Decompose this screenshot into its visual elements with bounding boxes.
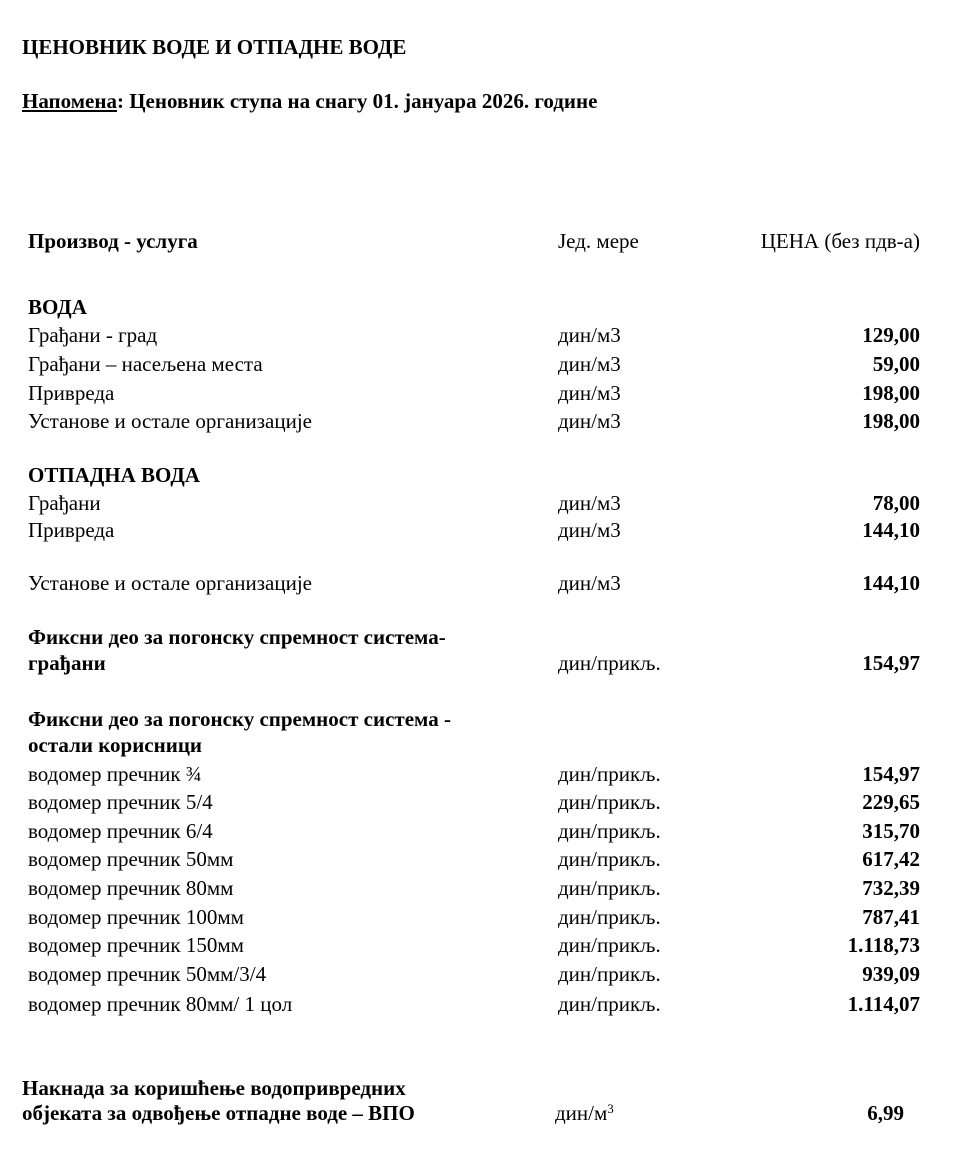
header-unit: Јед. мере <box>558 229 639 253</box>
section-heading-wastewater: ОТПАДНА ВОДА <box>28 463 200 487</box>
row-name: водомер пречник ¾ <box>28 762 202 786</box>
note-text: : Ценовник ступа на снагу 01. јануара 2026. године <box>116 89 598 113</box>
row-unit: дин/прикљ. <box>558 819 661 843</box>
row-name: Грађани – насељена места <box>28 352 263 376</box>
row-name: Грађани <box>28 491 101 515</box>
row-name: водомер пречник 80мм/ 1 цол <box>28 992 293 1016</box>
note-label: Напомена <box>22 89 117 113</box>
row-unit: дин/м3 <box>558 381 621 405</box>
row-price: 617,42 <box>862 847 920 871</box>
row-unit: дин/прикљ. <box>558 762 661 786</box>
row-name: Привреда <box>28 381 115 405</box>
row-name: Установе и остале организације <box>28 571 313 595</box>
row-price: 144,10 <box>862 518 920 542</box>
fixed-others-heading-line1: Фиксни део за погонску спремност система - <box>28 707 451 731</box>
row-price: 787,41 <box>862 905 920 929</box>
row-price: 129,00 <box>862 323 920 347</box>
row-unit: дин/прикљ. <box>558 992 661 1016</box>
row-unit: дин/м3 <box>558 409 621 433</box>
row-unit: дин/м3 <box>558 323 621 347</box>
row-price: 78,00 <box>872 491 920 515</box>
vpo-unit-text: дин/м <box>555 1101 608 1125</box>
vpo-heading-line1: Накнада за коришћење водопривредних <box>22 1076 406 1100</box>
row-unit: дин/м3 <box>558 518 621 542</box>
fixed-citizens-heading-line1: Фиксни део за погонску спремност система- <box>28 625 446 649</box>
row-name: Установе и остале организације <box>28 409 313 433</box>
row-name: Привреда <box>28 518 115 542</box>
row-name: водомер пречник 6/4 <box>28 819 213 843</box>
header-price: ЦЕНА (без пдв-а) <box>760 229 920 253</box>
row-name: водомер пречник 5/4 <box>28 790 213 814</box>
row-unit: дин/м3 <box>558 491 621 515</box>
row-unit: дин/прикљ. <box>558 962 661 986</box>
note <box>22 89 597 113</box>
vpo-unit-superscript: 3 <box>607 1101 614 1116</box>
row-unit: дин/прикљ. <box>558 933 661 957</box>
vpo-heading-line2: објеката за одвођење отпадне воде – ВПО <box>22 1101 415 1125</box>
row-unit: дин/прикљ. <box>558 905 661 929</box>
row-price: 154,97 <box>862 651 920 675</box>
row-price: 144,10 <box>862 571 920 595</box>
row-name: водомер пречник 150мм <box>28 933 244 957</box>
document-title: ЦЕНОВНИК ВОДЕ И ОТПАДНЕ ВОДЕ <box>22 35 407 59</box>
row-price: 198,00 <box>862 409 920 433</box>
row-unit: дин/м3 <box>558 352 621 376</box>
row-name: Грађани - град <box>28 323 158 347</box>
row-unit: дин/прикљ. <box>558 651 661 675</box>
row-price: 1.118,73 <box>847 933 920 957</box>
row-name: водомер пречник 80мм <box>28 876 234 900</box>
fixed-others-heading-line2: остали корисници <box>28 733 203 757</box>
header-product: Производ - услуга <box>28 229 198 253</box>
section-heading-water: ВОДА <box>28 295 87 319</box>
row-unit: дин/прикљ. <box>558 876 661 900</box>
vpo-price: 6,99 <box>867 1101 904 1125</box>
vpo-unit <box>555 1101 614 1125</box>
row-name: водомер пречник 100мм <box>28 905 244 929</box>
row-unit: дин/прикљ. <box>558 790 661 814</box>
row-price: 1.114,07 <box>847 992 920 1016</box>
row-unit: дин/прикљ. <box>558 847 661 871</box>
row-price: 732,39 <box>862 876 920 900</box>
row-name: водомер пречник 50мм/3/4 <box>28 962 267 986</box>
fixed-citizens-heading-line2: грађани <box>28 651 106 675</box>
row-price: 939,09 <box>862 962 920 986</box>
row-unit: дин/м3 <box>558 571 621 595</box>
row-price: 315,70 <box>862 819 920 843</box>
row-price: 59,00 <box>872 352 920 376</box>
row-price: 198,00 <box>862 381 920 405</box>
row-name: водомер пречник 50мм <box>28 847 234 871</box>
row-price: 154,97 <box>862 762 920 786</box>
row-price: 229,65 <box>862 790 920 814</box>
